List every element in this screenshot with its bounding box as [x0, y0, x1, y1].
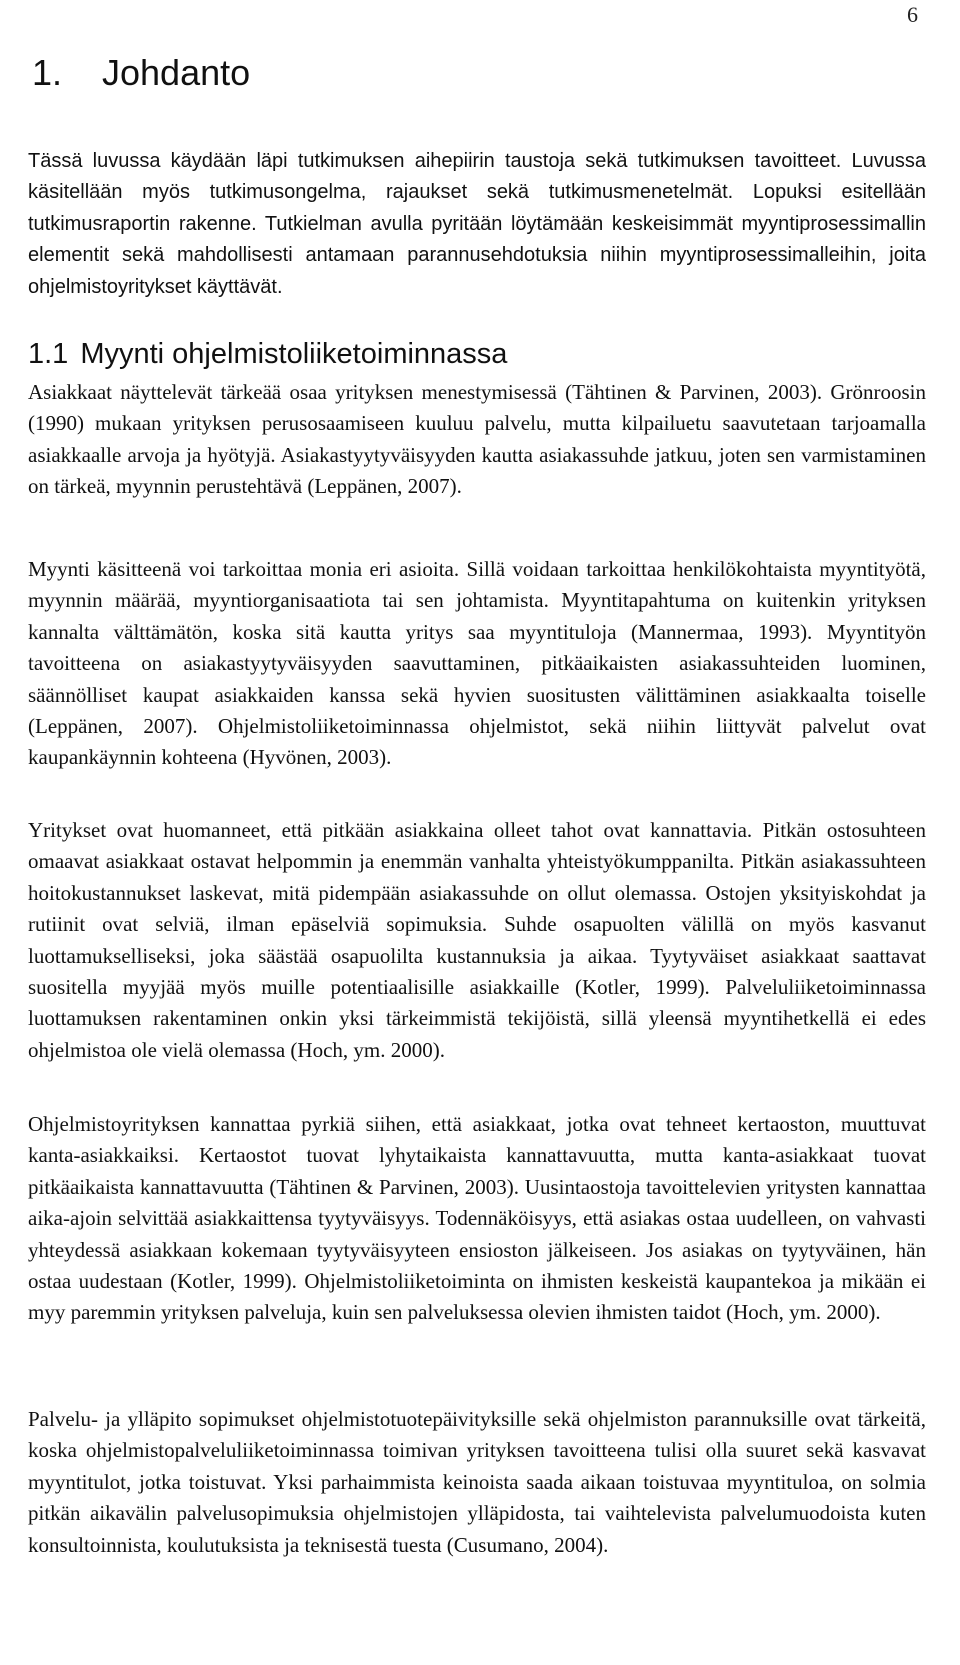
body-paragraph-3: Yritykset ovat huomanneet, että pitkään asiakkaina olleet tahot ovat kannattavia. Pitkän ostosuhteen omaavat asiakkaat ostavat helpommin ja enemmän vanhalta yhteistyökumppanilta. Pitkän asiakassuhteen hoitokustannukset laskevat, mitä pidempään asiakassuhde on ollut olemassa. Ostojen yksityiskohdat ja rutiinit ovat selviä, ilman epäselviä sopimuksia. Suhde osapuolten välillä on myös kasvanut luottamukselliseksi, joka säästää osapuolilta kustannuksia ja aikaa. Tyytyväiset asiakkaat saattavat suositella myyjää myös muille potentiaalisille asiakkaille (Kotler, 1999). Palveluliiketoiminnassa luottamuksen rakentaminen onkin yksi tärkeimmistä tekijöistä, sillä yleensä myyntihetkellä ei edes ohjelmistoa ole vielä olemassa (Hoch, ym. 2000).: [28, 818, 926, 1062]
section-title: Myynti ohjelmistoliiketoiminnassa: [80, 338, 508, 370]
body-paragraph-4: Ohjelmistoyrityksen kannattaa pyrkiä siihen, että asiakkaat, jotka ovat tehneet kertaoston, muuttuvat kanta-asiakkaiksi. Kertaostot tuovat lyhytaikaista kannattavuutta, mutta kanta-asiakkaat tuovat pitkäaikaista kannattavuutta (Tähtinen & Parvinen, 2003). Uusintaostoja tavoittelevien yritysten kannattaa aika-ajoin selvittää asiakkaittensa tyytyväisyys. Todennäköisyys, että asiakas ostaa uudelleen, on vahvasti yhteydessä asiakkaan kokemaan tyytyväisyyteen ensioston jälkeiseen. Jos asiakas on tyytyväinen, hän ostaa uudestaan (Kotler, 1999). Ohjelmistoliiketoiminta on ihmisten keskeistä kaupantekoa ja mikään ei myy paremmin yrityksen palveluja, kuin sen palveluksessa olevien ihmisten taidot (Hoch, ym. 2000).: [28, 1112, 926, 1325]
intro-paragraph: Tässä luvussa käydään läpi tutkimuksen aihepiirin taustoja sekä tutkimuksen tavoitteet. Luvussa käsitellään myös tutkimusongelma, rajaukset sekä tutkimusmenetelmät. Lopuksi esitellään tutkimusraportin rakenne. Tutkielman avulla pyritään löytämään keskeisimmät myyntiprosessimallin elementit sekä mahdollisesti antamaan parannusehdotuksia niihin myyntiprosessimalleihin, joita ohjelmistoyritykset käyttävät.: [28, 150, 926, 298]
chapter-title: Johdanto: [102, 52, 251, 93]
body-paragraph-2: Myynti käsitteenä voi tarkoittaa monia eri asioita. Sillä voidaan tarkoittaa henkilökohtaista myyntityötä, myynnin määrää, myyntiorganisaatiota tai sen johtamista. Myyntitapahtuma on kuitenkin yrityksen kannalta välttämätön, koska sitä kautta yritys saa myyntituloja (Mannermaa, 1993). Myyntityön tavoitteena on asiakastyytyväisyyden saavuttaminen, pitkäaikaisten asiakassuhteiden luominen, säännölliset kaupat asiakkaiden kanssa sekä hyvien suositusten välittäminen asiakkaalta toiselle (Leppänen, 2007). Ohjelmistoliiketoiminnassa ohjelmistot, sekä niihin liittyvät palvelut ovat kaupankäynnin kohteena (Hyvönen, 2003).: [28, 557, 926, 770]
section-heading: [28, 338, 507, 371]
body-paragraph-1: Asiakkaat näyttelevät tärkeää osaa yrityksen menestymisessä (Tähtinen & Parvinen, 2003). Grönroosin (1990) mukaan yrityksen perusosaamiseen kuuluu palvelu, mutta kilpailuetu saavutetaan tarjoamalla asiakkaalle arvoja ja hyötyjä. Asiakastyytyväisyyden kautta asiakassuhde jatkuu, joten sen varmistaminen on tärkeä, myynnin perustehtävä (Leppänen, 2007).: [28, 380, 926, 499]
body-paragraph-5: Palvelu- ja ylläpito sopimukset ohjelmistotuotepäivityksille sekä ohjelmiston parannuksille ovat tärkeitä, koska ohjelmistopalveluliiketoiminnassa toimivan yrityksen tavoitteena tulisi olla suuret sekä kasvavat myyntitulot, jotka toistuvat. Yksi parhaimmista keinoista saada aikaan toistuvaa myyntituloa, on solmia pitkän aikavälin palvelusopimuksia ohjelmistojen ylläpidosta, tai vaihtelevista palvelumuodoista kuten konsultoinnista, koulutuksista ja teknisestä tuesta (Cusumano, 2004).: [28, 1407, 926, 1557]
chapter-heading: [32, 52, 250, 94]
chapter-number: 1.: [32, 52, 63, 93]
section-number: 1.1: [28, 338, 69, 370]
page-number: 6: [907, 2, 918, 27]
